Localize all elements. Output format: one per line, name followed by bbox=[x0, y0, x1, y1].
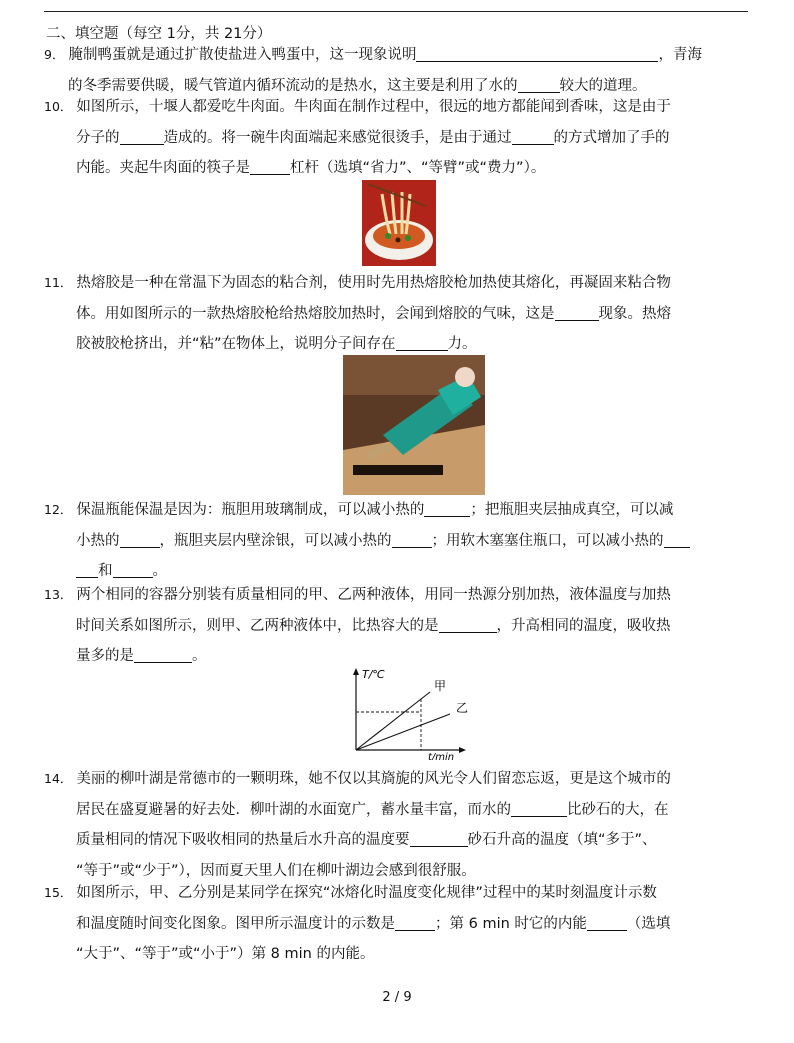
temperature-time-graph bbox=[338, 664, 478, 760]
section-title: 二、填空题（每空 1分，共 21分） bbox=[46, 26, 272, 42]
answer-blank[interactable] bbox=[120, 533, 160, 548]
answer-blank[interactable] bbox=[120, 130, 164, 145]
answer-blank[interactable] bbox=[664, 533, 690, 548]
question-13: 13． 两个相同的容器分别装有质量相同的甲、乙两种液体，用同一热源分别加热，液体温度与加热 时间关系如图所示，则甲、乙两种液体中，比热容大的是 ，升高相同的温度，吸收热 量多的是 。 bbox=[44, 587, 671, 664]
question-9: 9． 腌制鸭蛋就是通过扩散使盐进入鸭蛋中，这一现象说明 ，青海 的冬季需要供暖，暖气管道内循环流动的是热水，这主要是利用了水的 较大的道理。 bbox=[44, 47, 702, 94]
y-axis-arrow bbox=[353, 668, 359, 675]
line-jia bbox=[356, 692, 430, 750]
answer-blank[interactable] bbox=[416, 47, 658, 62]
line-yi-label: 乙 bbox=[456, 701, 469, 715]
answer-blank[interactable] bbox=[424, 502, 470, 517]
question-15: 15． 如图所示，甲、乙分别是某同学在探究“冰熔化时温度变化规律”过程中的某时刻温度计示数 和温度随时间变化图象。图甲所示温度计的示数是 ；第 6 min 时它的内能 （选填 “大于”、“等于”或“小于”）第 8 min 的内能。 bbox=[44, 885, 671, 962]
answer-blank[interactable] bbox=[511, 802, 567, 817]
x-axis-arrow bbox=[459, 747, 466, 753]
answer-blank[interactable] bbox=[395, 916, 435, 931]
y-axis-label: T/℃ bbox=[362, 668, 385, 681]
beef-noodle-image bbox=[362, 180, 436, 266]
question-11: 11． 热熔胶是一种在常温下为固态的粘合剂，使用时先用热熔胶枪加热使其熔化，再凝固来粘合物 体。用如图所示的一款热熔胶枪给热熔胶加热时，会闻到熔胶的气味，这是 现象。热熔 胶被胶枪挤出，并“粘”在物体上，说明分子间存在 力。 bbox=[44, 275, 671, 352]
glue-gun-image bbox=[343, 355, 485, 495]
answer-blank[interactable] bbox=[587, 916, 627, 931]
answer-blank[interactable] bbox=[555, 306, 599, 321]
answer-blank[interactable] bbox=[396, 336, 448, 351]
x-axis-label: t/min bbox=[428, 752, 455, 760]
answer-blank[interactable] bbox=[134, 648, 192, 663]
header-rule bbox=[44, 11, 748, 12]
answer-blank[interactable] bbox=[250, 160, 290, 175]
question-12: 12． 保温瓶能保温是因为：瓶胆用玻璃制成，可以减小热的 ；把瓶胆夹层抽成真空，可以减 小热的 ，瓶胆夹层内壁涂银，可以减小热的 ；用软木塞塞住瓶口，可以减小热的 和 。 bbox=[44, 495, 750, 587]
answer-blank[interactable] bbox=[512, 130, 554, 145]
line-jia-label: 甲 bbox=[434, 679, 447, 693]
question-14: 14． 美丽的柳叶湖是常德市的一颗明珠，她不仅以其旖旎的风光令人们留恋忘返，更是这个城市的 居民在盛夏避暑的好去处．柳叶湖的水面宽广，蓄水量丰富，而水的 比砂石的大，在 质量相同的情况下吸收相同的热量后水升高的温度要 砂石升高的温度（填“多于”、 “等于”或“少于”），因而夏天里人们在柳叶湖边会感到很舒服。 bbox=[44, 771, 671, 879]
answer-blank[interactable] bbox=[392, 533, 432, 548]
answer-blank[interactable] bbox=[439, 618, 497, 633]
answer-blank[interactable] bbox=[410, 832, 468, 847]
question-number: 9． bbox=[44, 47, 65, 62]
question-10: 10． 如图所示，十堰人都爱吃牛肉面。牛肉面在制作过程中，很远的地方都能闻到香味，这是由于 分子的 造成的。将一碗牛肉面端起来感觉很烫手，是由于通过 的方式增加了手的 内能。夹起牛肉面的筷子是 杠杆（选填“省力”、“等臂”或“费力”）。 bbox=[44, 99, 671, 176]
answer-blank[interactable] bbox=[76, 563, 98, 578]
page-number: 2 / 9 bbox=[382, 990, 412, 1005]
line-yi bbox=[356, 714, 450, 750]
answer-blank[interactable] bbox=[518, 78, 560, 93]
answer-blank[interactable] bbox=[113, 563, 153, 578]
